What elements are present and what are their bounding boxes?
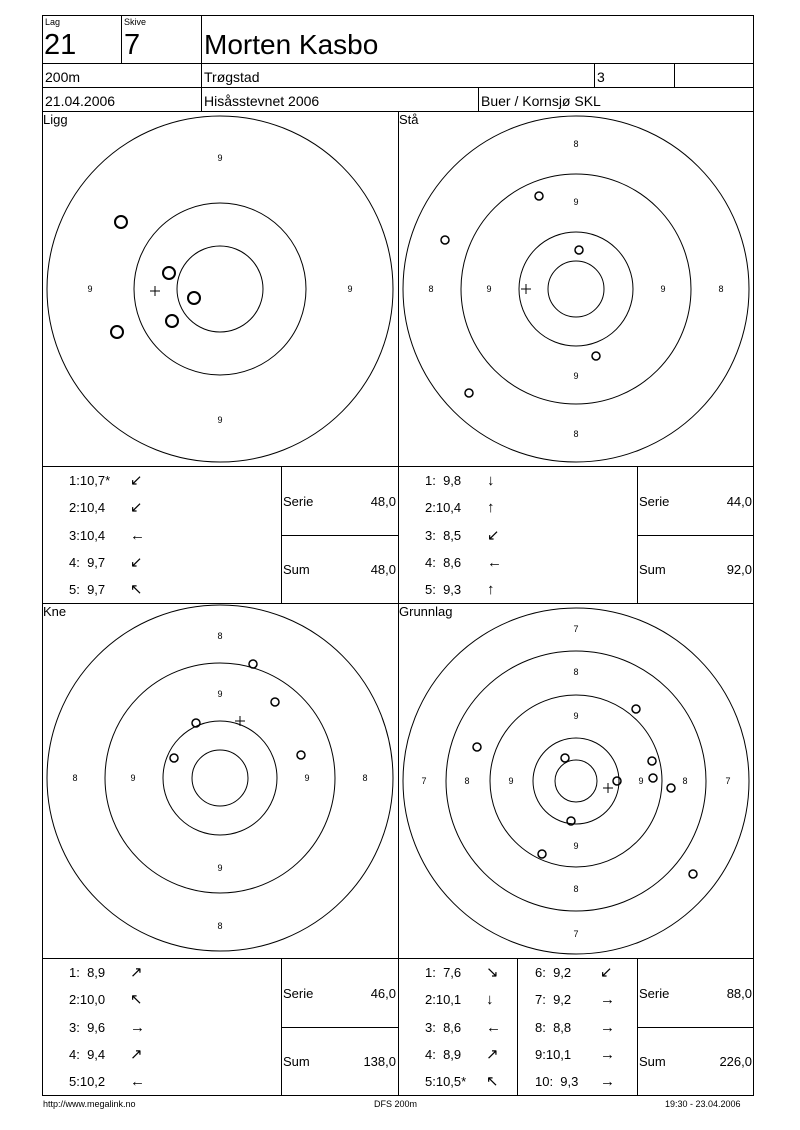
serie-value: 88,0: [726, 986, 752, 1001]
distance: 200m: [45, 69, 81, 85]
ring-score-label: 9: [217, 153, 223, 163]
serie-value: 44,0: [726, 494, 752, 509]
shot-direction-arrow-icon: ↙: [487, 526, 500, 544]
shot-direction-arrow-icon: →: [600, 1073, 615, 1091]
shot-score: 3:10,4: [69, 527, 106, 543]
shot-score: 4: 8,6: [425, 554, 462, 570]
shot-direction-arrow-icon: ←: [130, 526, 145, 544]
sum-value: 226,0: [719, 1054, 752, 1069]
shot-score: 8: 8,8: [535, 1019, 572, 1035]
shot-direction-arrow-icon: ↓: [486, 991, 494, 1009]
ring-score-label: 9: [217, 863, 223, 873]
shot-score: 2:10,4: [69, 500, 106, 516]
ring-score-label: 9: [508, 776, 514, 786]
shot-direction-arrow-icon: ←: [130, 1073, 145, 1091]
shot-direction-arrow-icon: ↖: [130, 991, 143, 1009]
event-name: Hisåsstevnet 2006: [204, 93, 320, 109]
ring-score-label: 9: [638, 776, 644, 786]
shot-hit: [648, 757, 656, 765]
shot-direction-arrow-icon: →: [600, 991, 615, 1009]
target-ring: [548, 261, 604, 317]
ring-score-label: 8: [718, 284, 724, 294]
shot-score: 5: 9,3: [425, 582, 462, 598]
panel-title-grunnlag: Grunnlag: [399, 604, 453, 619]
shot-direction-arrow-icon: →: [600, 1045, 615, 1063]
shot-hit: [163, 267, 175, 279]
shot-direction-arrow-icon: ←: [486, 1018, 501, 1036]
panel-title-sta: Stå: [399, 112, 419, 127]
shot-score: 2:10,1: [425, 992, 462, 1008]
shooter-name: Morten Kasbo: [204, 29, 379, 60]
shot-direction-arrow-icon: ↖: [130, 581, 143, 599]
shot-hit: [613, 777, 621, 785]
ring-score-label: 7: [421, 776, 427, 786]
sum-value: 138,0: [363, 1054, 396, 1069]
shot-direction-arrow-icon: ↙: [600, 964, 613, 981]
target-ring: [446, 651, 706, 911]
target-ring: [192, 750, 248, 806]
shot-score: 9:10,1: [535, 1046, 572, 1062]
footer-link[interactable]: http://www.megalink.no: [43, 1099, 136, 1109]
target-sta: [403, 116, 749, 462]
serie-label: Serie: [639, 986, 670, 1001]
mean-point-mark: [603, 783, 613, 793]
shot-hit: [166, 315, 178, 327]
serie-value: 48,0: [370, 494, 396, 509]
ring-score-label: 7: [573, 929, 579, 939]
shot-score: 5: 9,7: [69, 582, 106, 598]
shot-direction-arrow-icon: ←: [487, 553, 502, 571]
ring-score-label: 7: [725, 776, 731, 786]
target-ring: [177, 246, 263, 332]
ring-score-label: 8: [217, 921, 223, 931]
shot-hit: [188, 292, 200, 304]
shot-hit: [111, 326, 123, 338]
shot-direction-arrow-icon: →: [130, 1018, 145, 1036]
target-ring: [47, 116, 393, 462]
shot-score: 7: 9,2: [535, 992, 572, 1008]
shot-direction-arrow-icon: ↙: [130, 472, 143, 489]
ring-score-label: 9: [130, 773, 136, 783]
serie-label: Serie: [639, 494, 670, 509]
shot-hit: [271, 698, 279, 706]
target-ligg: [47, 116, 393, 462]
shot-hit: [592, 352, 600, 360]
ring-score-label: 8: [464, 776, 470, 786]
sum-value: 48,0: [370, 562, 396, 577]
ring-score-label: 9: [87, 284, 93, 294]
ring-score-label: 8: [573, 884, 579, 894]
target-ring: [403, 608, 749, 954]
target-ring: [47, 605, 393, 951]
shot-direction-arrow-icon: ↙: [130, 553, 143, 571]
target-ring: [533, 738, 619, 824]
ring-score-label: 8: [217, 631, 223, 641]
target-ring: [461, 174, 691, 404]
ring-score-label: 9: [304, 773, 310, 783]
shot-hit: [297, 751, 305, 759]
shot-hit: [632, 705, 640, 713]
shot-hit: [115, 216, 127, 228]
shot-score: 1: 7,6: [425, 965, 462, 980]
target-ring: [555, 760, 597, 802]
panel-title-kne: Kne: [43, 604, 67, 619]
ring-score-label: 9: [347, 284, 353, 294]
ring-score-label: 9: [217, 689, 223, 699]
shot-direction-arrow-icon: ↙: [130, 499, 143, 517]
ring-score-label: 8: [573, 667, 579, 677]
sum-value: 92,0: [726, 562, 752, 577]
target-ring: [134, 203, 306, 375]
shot-direction-arrow-icon: ↖: [486, 1073, 499, 1091]
shot-score: 3: 8,6: [425, 1019, 462, 1035]
shot-score: 5:10,5*: [425, 1074, 467, 1090]
shot-hit: [441, 236, 449, 244]
target-ring: [163, 721, 277, 835]
shot-direction-arrow-icon: ↑: [487, 581, 495, 599]
shot-direction-arrow-icon: →: [600, 1018, 615, 1036]
target-kne: [47, 605, 393, 951]
footer-product: DFS 200m: [374, 1099, 418, 1109]
range-name: Buer / Kornsjø SKL: [481, 93, 601, 109]
shot-hit: [561, 754, 569, 762]
shot-hit: [667, 784, 675, 792]
shot-score: 4: 9,7: [69, 554, 106, 570]
sum-label: Sum: [283, 562, 310, 577]
ring-score-label: 9: [573, 711, 579, 721]
ring-score-label: 7: [573, 624, 579, 634]
shot-score: 2:10,4: [425, 500, 462, 516]
shot-score: 10: 9,3: [535, 1074, 579, 1090]
mean-point-mark: [235, 716, 245, 726]
shot-score: 6: 9,2: [535, 965, 572, 980]
ring-score-label: 8: [428, 284, 434, 294]
shot-hit: [689, 870, 697, 878]
shot-hit: [575, 246, 583, 254]
shot-score: 1: 8,9: [69, 965, 106, 980]
shot-direction-arrow-icon: ↗: [486, 1045, 499, 1063]
shot-hit: [535, 192, 543, 200]
sum-label: Sum: [639, 1054, 666, 1069]
date: 21.04.2006: [45, 93, 116, 109]
ring-score-label: 9: [573, 197, 579, 207]
club: Trøgstad: [204, 69, 260, 85]
target-ring: [403, 116, 749, 462]
shot-score: 2:10,0: [69, 992, 106, 1008]
shot-direction-arrow-icon: ↗: [130, 964, 143, 981]
lag-label: Lag: [45, 17, 61, 27]
lag-value: 21: [44, 29, 77, 61]
ring-score-label: 8: [362, 773, 368, 783]
ring-score-label: 9: [573, 841, 579, 851]
shot-score: 3: 9,6: [69, 1019, 106, 1035]
ring-score-label: 9: [217, 415, 223, 425]
mean-point-mark: [150, 286, 160, 296]
shot-hit: [538, 850, 546, 858]
shot-score: 1:10,7*: [69, 473, 111, 488]
shot-direction-arrow-icon: ↗: [130, 1045, 143, 1063]
skive-label: Skive: [124, 17, 147, 27]
sum-label: Sum: [283, 1054, 310, 1069]
ring-score-label: 9: [486, 284, 492, 294]
ring-score-label: 9: [573, 371, 579, 381]
target-ring: [519, 232, 633, 346]
ring-score-label: 8: [72, 773, 78, 783]
ring-score-label: 9: [660, 284, 666, 294]
panel-title-ligg: Ligg: [43, 112, 68, 127]
serie-value: 46,0: [370, 986, 396, 1001]
shot-hit: [170, 754, 178, 762]
class: 3: [597, 69, 605, 85]
shot-hit: [249, 660, 257, 668]
shot-score: 3: 8,5: [425, 527, 462, 543]
serie-label: Serie: [283, 986, 314, 1001]
mean-point-mark: [521, 284, 531, 294]
shot-direction-arrow-icon: ↑: [487, 499, 495, 517]
footer-timestamp: 19:30 - 23.04.2006: [665, 1099, 741, 1109]
skive-value: 7: [124, 29, 141, 61]
shot-direction-arrow-icon: ↘: [486, 964, 499, 981]
shot-score: 1: 9,8: [425, 473, 462, 488]
serie-label: Serie: [283, 494, 314, 509]
shot-score: 4: 9,4: [69, 1046, 106, 1062]
shot-hit: [649, 774, 657, 782]
shot-score: 4: 8,9: [425, 1046, 462, 1062]
shot-score: 5:10,2: [69, 1074, 106, 1090]
target-grunnlag: [403, 608, 749, 954]
ring-score-label: 8: [573, 139, 579, 149]
ring-score-label: 8: [682, 776, 688, 786]
shot-hit: [465, 389, 473, 397]
sum-label: Sum: [639, 562, 666, 577]
shot-hit: [473, 743, 481, 751]
ring-score-label: 8: [573, 429, 579, 439]
shot-direction-arrow-icon: ↓: [487, 472, 495, 489]
